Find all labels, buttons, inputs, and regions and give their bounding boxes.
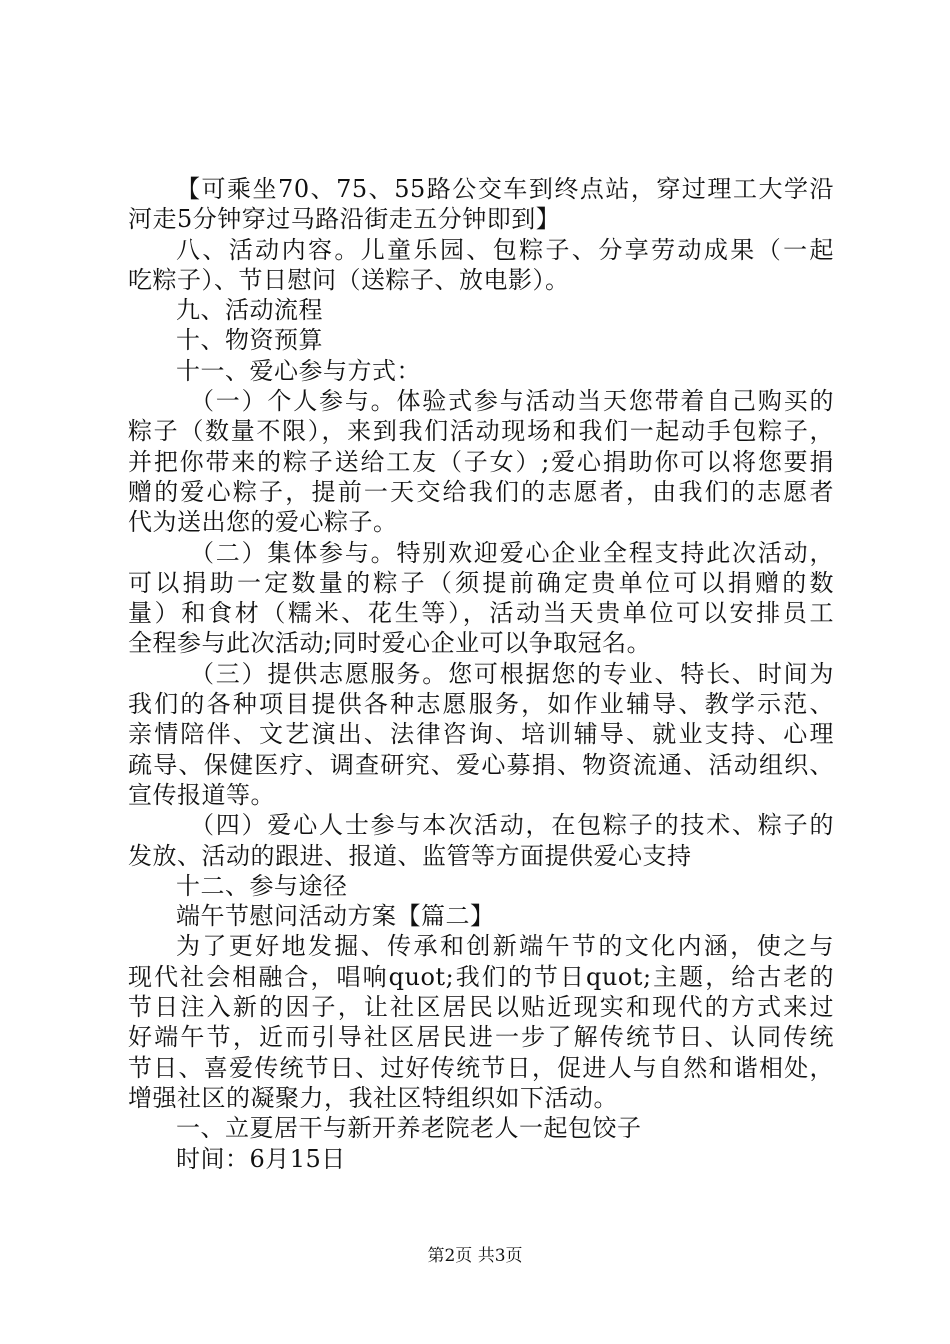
text-line: 端午节慰问活动方案【篇二】 bbox=[176, 902, 495, 931]
text-line: 河走5分钟穿过马路沿街走五分钟即到】 bbox=[128, 205, 561, 234]
text-line: 代为送出您的爱心粽子。 bbox=[128, 508, 398, 537]
text-line: 量）和食材（糯米、花生等），活动当天贵单位可以安排员工 bbox=[128, 599, 834, 628]
text-line: （三）提供志愿服务。您可根据您的专业、特长、时间为 bbox=[190, 659, 834, 688]
text-line: 赠的爱心粽子，提前一天交给我们的志愿者，由我们的志愿者 bbox=[128, 477, 834, 506]
text-line: （一）个人参与。体验式参与活动当天您带着自己购买的 bbox=[190, 387, 834, 416]
text-line: 九、活动流程 bbox=[176, 296, 323, 325]
text-line: 八、活动内容。儿童乐园、包粽子、分享劳动成果（一起 bbox=[176, 235, 834, 264]
text-line: 宣传报道等。 bbox=[128, 780, 275, 809]
text-line: 粽子（数量不限），来到我们活动现场和我们一起动手包粽子， bbox=[128, 417, 834, 446]
text-line: （二）集体参与。特别欢迎爱心企业全程支持此次活动， bbox=[190, 538, 834, 567]
text-line: 我们的各种项目提供各种志愿服务，如作业辅导、教学示范、 bbox=[128, 690, 834, 719]
text-line: 可以捐助一定数量的粽子（须提前确定贵单位可以捐赠的数 bbox=[128, 568, 834, 597]
text-line: 一、立夏居干与新开养老院老人一起包饺子 bbox=[176, 1114, 642, 1143]
text-line: 疏导、保健医疗、调查研究、爱心募捐、物资流通、活动组织、 bbox=[128, 750, 834, 779]
text-line: 【可乘坐70、75、55路公交车到终点站，穿过理工大学沿 bbox=[176, 175, 834, 203]
text-line: 十、物资预算 bbox=[176, 326, 323, 355]
text-line: 并把你带来的粽子送给工友（子女）;爱心捐助你可以将您要捐 bbox=[128, 447, 834, 476]
text-line: 十一、爱心参与方式： bbox=[176, 356, 421, 385]
text-line: 全程参与此次活动;同时爱心企业可以争取冠名。 bbox=[128, 629, 652, 658]
page-footer bbox=[0, 1244, 950, 1268]
document-body bbox=[128, 174, 834, 1174]
text-line: 好端午节，近而引导社区居民进一步了解传统节日、认同传统 bbox=[128, 1023, 834, 1052]
text-line: （四）爱心人士参与本次活动，在包粽子的技术、粽子的 bbox=[190, 811, 834, 840]
page-number-label: 第2页 共3页 bbox=[427, 1246, 523, 1266]
text-line: 十二、参与途径 bbox=[176, 871, 348, 900]
text-line: 增强社区的凝聚力，我社区特组织如下活动。 bbox=[128, 1083, 618, 1112]
text-line: 节日、喜爱传统节日、过好传统节日，促进人与自然和谐相处， bbox=[128, 1053, 834, 1082]
text-line: 现代社会相融合，唱响quot;我们的节日quot;主题，给古老的 bbox=[128, 962, 834, 991]
text-line: 节日注入新的因子，让社区居民以贴近现实和现代的方式来过 bbox=[128, 993, 834, 1022]
text-line: 吃粽子）、节日慰问（送粽子、放电影）。 bbox=[128, 265, 570, 294]
text-line: 发放、活动的跟进、报道、监管等方面提供爱心支持 bbox=[128, 841, 692, 870]
text-line: 为了更好地发掘、传承和创新端午节的文化内涵，使之与 bbox=[176, 932, 834, 961]
text-line: 亲情陪伴、文艺演出、法律咨询、培训辅导、就业支持、心理 bbox=[128, 720, 834, 749]
text-line: 时间：6月15日 bbox=[176, 1144, 346, 1173]
